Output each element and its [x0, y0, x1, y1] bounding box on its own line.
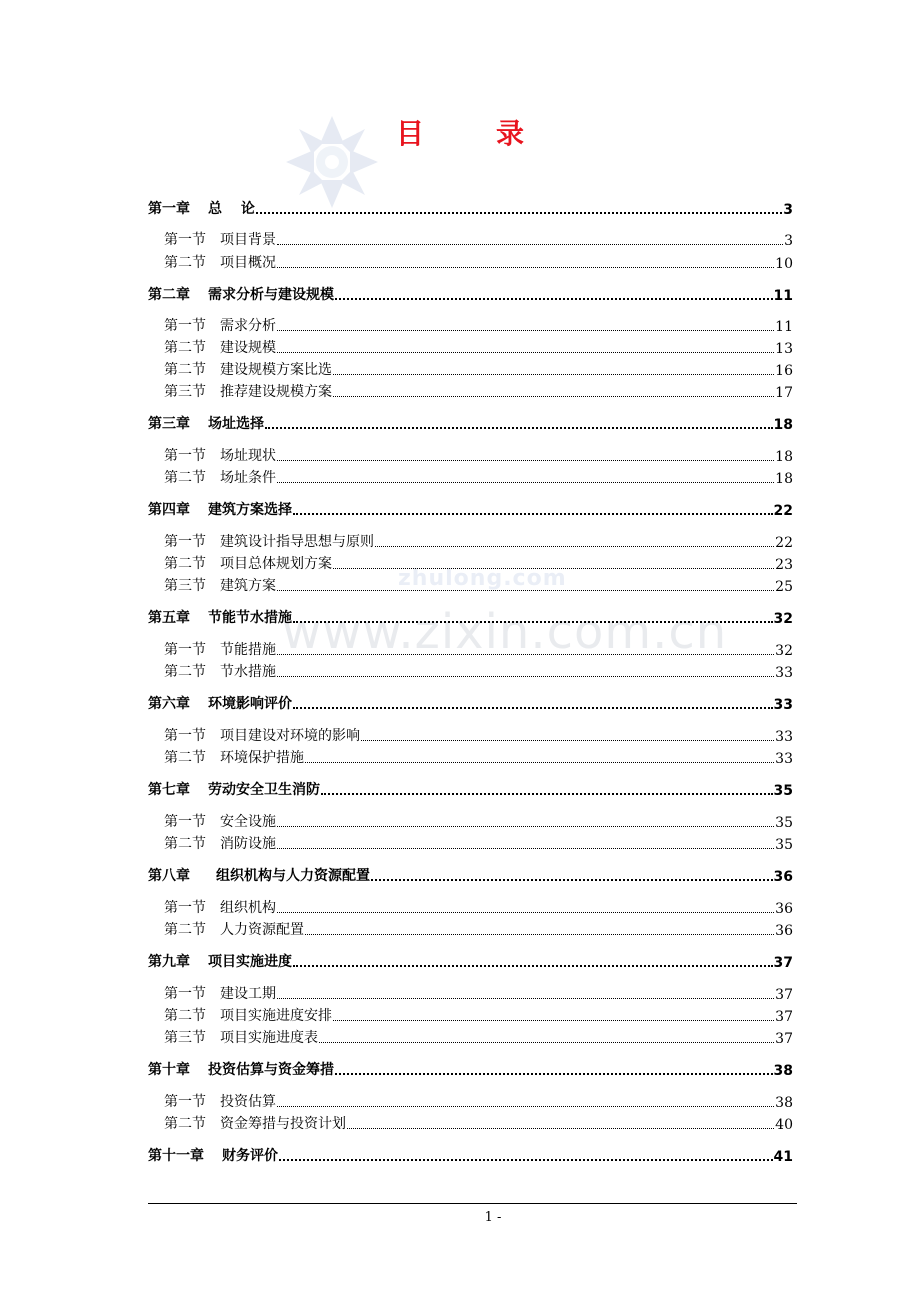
- toc-section-entry[interactable]: [148, 315, 793, 335]
- toc-entry-number: 第二章: [148, 287, 190, 303]
- toc-dot-leader: [361, 740, 774, 741]
- toc-chapter-entry[interactable]: [148, 865, 793, 885]
- toc-entry-title: 人力资源配置: [220, 922, 304, 938]
- toc-section-entry[interactable]: [148, 1091, 793, 1111]
- toc-page-number: 3: [783, 202, 793, 218]
- toc-page-number: 41: [773, 1149, 793, 1165]
- toc-entry-number: 第二节: [164, 556, 206, 572]
- toc-entry-number: 第三章: [148, 416, 190, 432]
- watermark-text: www.zixin.com.cn: [282, 604, 728, 660]
- toc-entry-number: 第二节: [164, 1116, 206, 1132]
- toc-entry-title: 消防设施: [220, 836, 276, 852]
- toc-entry-number: 第三节: [164, 1030, 206, 1046]
- toc-section-entry[interactable]: [148, 811, 793, 831]
- toc-entry-label: [164, 725, 360, 745]
- toc-entry-title: 节水措施: [220, 664, 276, 680]
- toc-section-entry[interactable]: [148, 381, 793, 401]
- toc-section-entry[interactable]: [148, 897, 793, 917]
- toc-chapter-entry[interactable]: [148, 779, 793, 799]
- toc-entry-title: 场址条件: [220, 470, 276, 486]
- toc-dot-leader: [305, 934, 774, 935]
- toc-section-entry[interactable]: [148, 1113, 793, 1133]
- toc-dot-leader: [277, 352, 774, 353]
- toc-entry-title: 环境保护措施: [220, 750, 304, 766]
- toc-entry-title: 场址选择: [208, 416, 264, 432]
- toc-page-number: 38: [773, 1063, 793, 1079]
- toc-entry-number: 第二节: [164, 836, 206, 852]
- toc-dot-leader: [333, 396, 774, 397]
- toc-entry-number: 第五章: [148, 610, 190, 626]
- toc-section-entry[interactable]: [148, 229, 793, 249]
- toc-chapter-entry[interactable]: [148, 413, 793, 433]
- toc-entry-title: 项目总体规划方案: [220, 556, 332, 572]
- toc-page-number: 3: [784, 233, 793, 249]
- toc-dot-leader: [279, 1159, 773, 1161]
- toc-entry-title: 劳动安全卫生消防: [208, 782, 320, 798]
- toc-entry-title: 需求分析: [220, 318, 276, 334]
- page-title: [0, 112, 920, 152]
- toc-entry-number: 第二节: [164, 340, 206, 356]
- toc-entry-label: [164, 919, 304, 939]
- toc-section-entry[interactable]: [148, 337, 793, 357]
- toc-entry-label: [164, 833, 276, 853]
- toc-entry-number: 第一章: [148, 201, 190, 217]
- toc-page-number: 32: [775, 643, 793, 659]
- toc-entry-number: 第七章: [148, 782, 190, 798]
- toc-entry-label: [164, 252, 276, 272]
- toc-entry-label: [164, 983, 276, 1003]
- toc-dot-leader: [277, 848, 774, 849]
- toc-entry-number: 第一节: [164, 232, 206, 248]
- toc-entry-title: 建设工期: [220, 986, 276, 1002]
- toc-dot-leader: [375, 546, 774, 547]
- toc-entry-label: [148, 693, 292, 713]
- toc-section-entry[interactable]: [148, 445, 793, 465]
- toc-entry-title: 节能措施: [220, 642, 276, 658]
- toc-section-entry[interactable]: [148, 983, 793, 1003]
- toc-page-number: 25: [775, 579, 793, 595]
- toc-dot-leader: [277, 590, 774, 591]
- toc-entry-title: 建筑设计指导思想与原则: [220, 534, 374, 550]
- toc-section-entry[interactable]: [148, 467, 793, 487]
- toc-entry-number: 第十章: [148, 1062, 190, 1078]
- toc-entry-label: [164, 315, 276, 335]
- toc-entry-label: [164, 337, 276, 357]
- toc-chapter-entry[interactable]: [148, 607, 793, 627]
- toc-entry-number: 第八章: [148, 868, 190, 884]
- toc-chapter-entry[interactable]: [148, 499, 793, 519]
- toc-section-entry[interactable]: [148, 919, 793, 939]
- toc-page-number: 16: [775, 363, 793, 379]
- toc-dot-leader: [319, 1042, 774, 1043]
- toc-page-number: 18: [775, 449, 793, 465]
- toc-dot-leader: [333, 374, 774, 375]
- toc-entry-number: 第二节: [164, 255, 206, 271]
- toc-dot-leader: [277, 654, 774, 655]
- toc-page-number: 32: [773, 611, 793, 627]
- toc-page-number: 18: [775, 471, 793, 487]
- toc-entry-label: [164, 575, 276, 595]
- toc-dot-leader: [277, 912, 774, 913]
- toc-section-entry[interactable]: [148, 1005, 793, 1025]
- toc-page-number: 22: [775, 535, 793, 551]
- toc-entry-title: 建筑方案: [220, 578, 276, 594]
- toc-dot-leader: [277, 244, 783, 245]
- toc-section-entry[interactable]: [148, 553, 793, 573]
- toc-page-number: 22: [773, 503, 793, 519]
- toc-dot-leader: [277, 267, 774, 268]
- toc-entry-label: [164, 531, 374, 551]
- toc-page-number: 36: [773, 869, 793, 885]
- toc-entry-number: 第一节: [164, 986, 206, 1002]
- toc-dot-leader: [335, 298, 773, 300]
- toc-entry-label: [148, 284, 334, 304]
- toc-entry-title: 财务评价: [222, 1148, 278, 1164]
- toc-entry-title: 资金筹措与投资计划: [220, 1116, 346, 1132]
- toc-entry-label: [148, 413, 264, 433]
- toc-entry-title: 项目实施进度: [208, 954, 292, 970]
- toc-section-entry[interactable]: [148, 661, 793, 681]
- toc-dot-leader: [333, 1020, 774, 1021]
- toc-entry-number: 第一节: [164, 642, 206, 658]
- toc-entry-number: 第一节: [164, 814, 206, 830]
- toc-entry-number: 第二节: [164, 362, 206, 378]
- toc-entry-label: [164, 747, 304, 767]
- toc-page-number: 17: [775, 385, 793, 401]
- toc-chapter-entry[interactable]: [148, 1059, 793, 1079]
- toc-dot-leader: [277, 460, 774, 461]
- toc-page-number: 33: [775, 665, 793, 681]
- toc-entry-label: [164, 359, 332, 379]
- toc-page-number: 11: [775, 319, 793, 335]
- toc-entry-title: 总 论: [208, 201, 255, 217]
- toc-entry-label: [148, 499, 292, 519]
- toc-dot-leader: [277, 676, 774, 677]
- toc-entry-label: [164, 1091, 276, 1111]
- toc-entry-label: [148, 779, 320, 799]
- toc-page-number: 40: [775, 1117, 793, 1133]
- toc-dot-leader: [256, 212, 782, 214]
- toc-dot-leader: [265, 427, 773, 429]
- toc-entry-label: [164, 553, 332, 573]
- toc-dot-leader: [277, 998, 774, 999]
- toc-dot-leader: [333, 568, 774, 569]
- toc-entry-title: 需求分析与建设规模: [208, 287, 334, 303]
- toc-entry-number: 第一节: [164, 448, 206, 464]
- toc-entry-label: [164, 381, 332, 401]
- title-char-2: 录: [496, 117, 525, 150]
- toc-chapter-entry[interactable]: [148, 198, 793, 218]
- toc-section-entry[interactable]: [148, 359, 793, 379]
- toc-dot-leader: [293, 707, 773, 709]
- toc-page-number: 37: [775, 1031, 793, 1047]
- toc-entry-number: 第四章: [148, 502, 190, 518]
- toc-entry-title: 项目实施进度表: [220, 1030, 318, 1046]
- toc-section-entry[interactable]: [148, 575, 793, 595]
- toc-entry-title: 投资估算与资金筹措: [208, 1062, 334, 1078]
- toc-entry-label: [148, 198, 255, 218]
- toc-dot-leader: [293, 621, 773, 623]
- footer-divider: [148, 1203, 797, 1204]
- toc-page-number: 37: [775, 1009, 793, 1025]
- toc-entry-title: 建筑方案选择: [208, 502, 292, 518]
- toc-page-number: 11: [773, 288, 793, 304]
- toc-entry-label: [164, 1113, 346, 1133]
- toc-section-entry[interactable]: [148, 639, 793, 659]
- toc-dot-leader: [371, 879, 773, 881]
- page-number: 1 -: [484, 1210, 502, 1225]
- toc-page-number: 33: [775, 729, 793, 745]
- toc-page-number: 18: [773, 417, 793, 433]
- title-char-1: 目: [395, 117, 424, 150]
- toc-entry-label: [148, 865, 370, 885]
- toc-page-number: 23: [775, 557, 793, 573]
- toc-entry-title: 组织机构与人力资源配置: [216, 868, 370, 884]
- toc-dot-leader: [277, 330, 774, 331]
- toc-entry-number: 第二节: [164, 1008, 206, 1024]
- toc-entry-number: 第二节: [164, 664, 206, 680]
- toc-page-number: 33: [773, 697, 793, 713]
- toc-entry-number: 第六章: [148, 696, 190, 712]
- toc-section-entry[interactable]: [148, 833, 793, 853]
- toc-entry-label: [164, 639, 276, 659]
- toc-entry-number: 第二节: [164, 750, 206, 766]
- toc-entry-number: 第九章: [148, 954, 190, 970]
- toc-entry-label: [164, 1027, 318, 1047]
- toc-section-entry[interactable]: [148, 252, 793, 272]
- toc-entry-title: 建设规模: [220, 340, 276, 356]
- toc-entry-label: [164, 897, 276, 917]
- toc-entry-number: 第三节: [164, 384, 206, 400]
- toc-entry-label: [164, 661, 276, 681]
- toc-page-number: 35: [775, 815, 793, 831]
- toc-page-number: 10: [775, 256, 793, 272]
- toc-entry-label: [148, 1145, 278, 1165]
- toc-page-number: 35: [773, 783, 793, 799]
- toc-entry-title: 环境影响评价: [208, 696, 292, 712]
- toc-entry-title: 节能节水措施: [208, 610, 292, 626]
- toc-page-number: 37: [773, 955, 793, 971]
- toc-entry-label: [164, 1005, 332, 1025]
- toc-section-entry[interactable]: [148, 747, 793, 767]
- toc-page-number: 13: [775, 341, 793, 357]
- toc-chapter-entry[interactable]: [148, 1145, 793, 1165]
- toc-section-entry[interactable]: [148, 531, 793, 551]
- toc-entry-title: 建设规模方案比选: [220, 362, 332, 378]
- toc-dot-leader: [347, 1128, 774, 1129]
- toc-entry-title: 安全设施: [220, 814, 276, 830]
- toc-entry-title: 组织机构: [220, 900, 276, 916]
- toc-page-number: 38: [775, 1095, 793, 1111]
- toc-entry-number: 第一节: [164, 900, 206, 916]
- toc-entry-title: 项目概况: [220, 255, 276, 271]
- toc-entry-label: [164, 445, 276, 465]
- toc-entry-title: 项目实施进度安排: [220, 1008, 332, 1024]
- toc-chapter-entry[interactable]: [148, 693, 793, 713]
- toc-entry-title: 项目建设对环境的影响: [220, 728, 360, 744]
- toc-chapter-entry[interactable]: [148, 284, 793, 304]
- toc-entry-number: 第二节: [164, 470, 206, 486]
- toc-entry-number: 第一节: [164, 1094, 206, 1110]
- toc-entry-number: 第一节: [164, 534, 206, 550]
- toc-page-number: 37: [775, 987, 793, 1003]
- toc-dot-leader: [293, 513, 773, 515]
- toc-entry-label: [148, 951, 292, 971]
- toc-entry-label: [164, 811, 276, 831]
- toc-entry-number: 第十一章: [148, 1148, 204, 1164]
- toc-section-entry[interactable]: [148, 725, 793, 745]
- toc-entry-label: [164, 229, 276, 249]
- toc-entry-number: 第三节: [164, 578, 206, 594]
- toc-entry-title: 推荐建设规模方案: [220, 384, 332, 400]
- toc-entry-title: 场址现状: [220, 448, 276, 464]
- toc-entry-title: 项目背景: [220, 232, 276, 248]
- toc-dot-leader: [277, 826, 774, 827]
- toc-entry-label: [148, 1059, 334, 1079]
- toc-page-number: 36: [775, 901, 793, 917]
- toc-dot-leader: [293, 965, 773, 967]
- toc-dot-leader: [277, 1106, 774, 1107]
- toc-entry-number: 第二节: [164, 922, 206, 938]
- toc-entry-number: 第一节: [164, 728, 206, 744]
- toc-entry-label: [164, 467, 276, 487]
- toc-entry-label: [148, 607, 292, 627]
- toc-page-number: 33: [775, 751, 793, 767]
- toc-dot-leader: [277, 482, 774, 483]
- toc-entry-number: 第一节: [164, 318, 206, 334]
- toc-dot-leader: [305, 762, 774, 763]
- toc-chapter-entry[interactable]: [148, 951, 793, 971]
- watermark-text-small: zhulong.com: [398, 566, 567, 591]
- toc-page-number: 35: [775, 837, 793, 853]
- toc-page-number: 36: [775, 923, 793, 939]
- toc-section-entry[interactable]: [148, 1027, 793, 1047]
- toc-entry-title: 投资估算: [220, 1094, 276, 1110]
- toc-dot-leader: [335, 1073, 773, 1075]
- toc-dot-leader: [321, 793, 773, 795]
